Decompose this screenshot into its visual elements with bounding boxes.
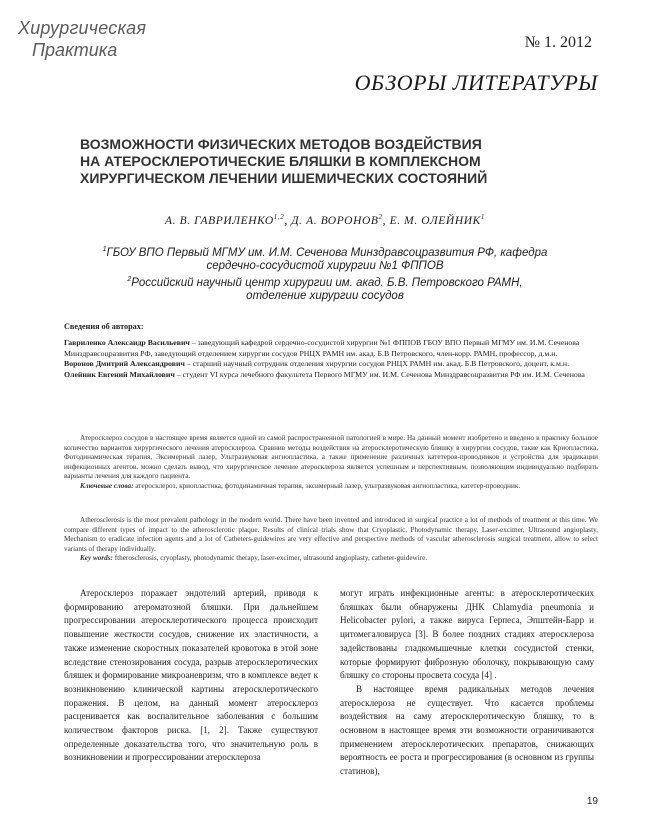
body-column-right [340, 587, 594, 779]
keywords-en: Key words: ftherosclerosis, cryoplasty, photodynamic therapy, laser-excimer, ultrasound angioplasty, catheter-guidewire. [80, 554, 428, 563]
body-paragraph: могут играть инфекционные агенты: в атеросклеротических бляшках были обнаружены ДНК Chlamydia pneumonia и Helicobacter pylori, а также вируса Герпеса, Эпштейн-Барр и цитомегаловируса [3]. В более поздних стадиях атеросклероза задействованы гладкомышечные клетки сосудистой стенки, которые формируют фиброзную оболочку, покрывающую саму бляшку со стороны просвета сосуда [4] . [340, 588, 594, 681]
article-title [80, 136, 580, 187]
author-bio: Воронов Дмитрий Александрович – старший научный сотрудник отделения хирургии сосудов РНЦХ РАМН им. акад. Б.В Петровского, доцент, к.м.н. [64, 359, 570, 369]
section-title: ОБЗОРЫ ЛИТЕРАТУРЫ [354, 70, 598, 95]
authors-line [0, 213, 650, 227]
affiliation-line: $^2$Российский научный центр хирургии им. акад. Б.В. Петровского РАМН, [127, 275, 523, 289]
journal-name-line1: Хирургическая [18, 18, 147, 38]
abstract-ru [64, 434, 598, 492]
journal-name-line2: Практика [32, 40, 118, 60]
body-paragraph: В настоящее время радикальных методов лечения атеросклероза не существует. Что касается проблемы воздействия на саму атеросклеротическую бляшку, то в основном в настоящее время эти возможности ограничиваются применением атеросклеротических препаратов, снижающих вероятность ее роста и прогрессирования (в основном из группы статинов), [340, 683, 594, 777]
about-authors-heading: Сведения об авторах: [64, 322, 144, 331]
author-bio: Гавриленко Александр Васильевич – заведующий кафедрой сердечно-сосудистой хирургии №1 ФППОВ ГБОУ ВПО Первый МГМУ им. И.М. Сеченова Минздравсоцразвития РФ, заведующий отделением хирургии сосудов РНЦХ РАМН им. акад. Б.В Петровского, член-корр. РАМН, профессор, д.м.н. [64, 338, 580, 358]
affiliation-line: $^1$ГБОУ ВПО Первый МГМУ им. И.М. Сеченова Минздравсоцразвития РФ, кафедра [102, 246, 548, 259]
affiliation-line: сердечно-сосудистой хирургии №1 ФППОВ [206, 259, 444, 272]
article-title-line: НА АТЕРОСКЛЕРОТИЧЕСКИЕ БЛЯШКИ В КОМПЛЕКСНОМ [80, 153, 481, 169]
abstract-en [64, 516, 598, 564]
author-sep: , [284, 214, 292, 227]
author-name: А. В. ГАВРИЛЕНКО [165, 214, 274, 227]
issue-number: № 1. 2012 [524, 34, 592, 51]
author-sep: , [382, 214, 390, 227]
author-name: Е. М. ОЛЕЙНИК [389, 214, 481, 227]
author-affil-mark: 1 [480, 213, 485, 221]
article-title-line: ВОЗМОЖНОСТИ ФИЗИЧЕСКИХ МЕТОДОВ ВОЗДЕЙСТВИЯ [80, 136, 482, 152]
affiliation-line: отделение хирургии сосудов [246, 289, 404, 302]
keywords-ru: Ключевые слова: атеросклероз, криопластика, фотодинамичная терапия, эксимерный лазер, ультразвуковая ангиопластика, катетер-проводник. [80, 481, 521, 490]
journal-logo [18, 18, 188, 80]
abstract-ru-text: Атеросклероз сосудов в настоящее время является одной из самой распространенной патологией в мире. На данный момент изобретено и введено в практику большое количество вариантов хирургического лечения атеросклероза. Сравнив методы воздействия на атеросклеротическую бляшку в хирургии сосудов, такие как Криопластика, Фотодинамическая терапия, Эксимерный лазер, Ультразвуковая ангиопластика, а также применение различных катетеров-проводников и устройства для эрадикации инфекционных агентов, можно сделать вывод, что хирургическое лечение атеросклероза является успешным и перспективным, позволяющим индивидуально подбирать варианты лечения для каждого пациента. [64, 434, 598, 481]
author-affil-mark: 2 [378, 213, 383, 221]
page-number: 19 [586, 796, 598, 807]
about-authors [64, 322, 594, 380]
article-title-line: ХИРУРГИЧЕСКОМ ЛЕЧЕНИИ ИШЕМИЧЕСКИХ СОСТОЯНИЙ [80, 170, 488, 186]
body-paragraph: Атеросклероз поражает эндотелий артерий, приводя к формированию атероматозной бляшки. При дальнейшем прогрессировании атеросклеротического процесса происходит повышение жесткости сосудов, снижение их эластичности, а также изменение скоростных показателей кровотока в этой зоне вследствие стенозирования сосуда, разрыв атеросклеротических бляшек и формирование микроаневризм, что в комплексе ведет к возникновению клинической картины атеросклеротического поражения. В целом, на данный момент атеросклероз расценивается как воспалительное заболевания с большим количеством факторов риска. [1, 2]. Также существуют определенные доказательства того, что значительную роль в возникновении и прогрессировании атеросклероза [64, 588, 318, 763]
affiliations [0, 243, 650, 303]
author-name: Д. А. ВОРОНОВ [291, 214, 379, 227]
author-affil-mark: 1,2 [273, 213, 285, 221]
abstract-en-text: Atherosclerosis is the most prevalent pathology in the modern world. There have been invented and introduced in surgical practice a lot of methods of treatment at this time. We compare different types of impact to the atherosclerotic plaque. Results of clinical trials show that Cryoplastic, Photodynamic therapy, Laser-excimer, Ultrasound angioplasty, Mechanism to eradicate infection agents and a lot of Catheters-guidewires are very effective and perspective methods of vascular atherosclerosis surgical treatment, allow to select variants of therapy individually. [64, 516, 598, 553]
body-column-left [64, 587, 318, 765]
author-bio: Олейник Евгений Михайлович – студент VI курса лечебного факультета Первого МГМУ им. И.М. Сеченова Минздравсоцразвития РФ им. И.М. Сеченова [64, 369, 585, 379]
